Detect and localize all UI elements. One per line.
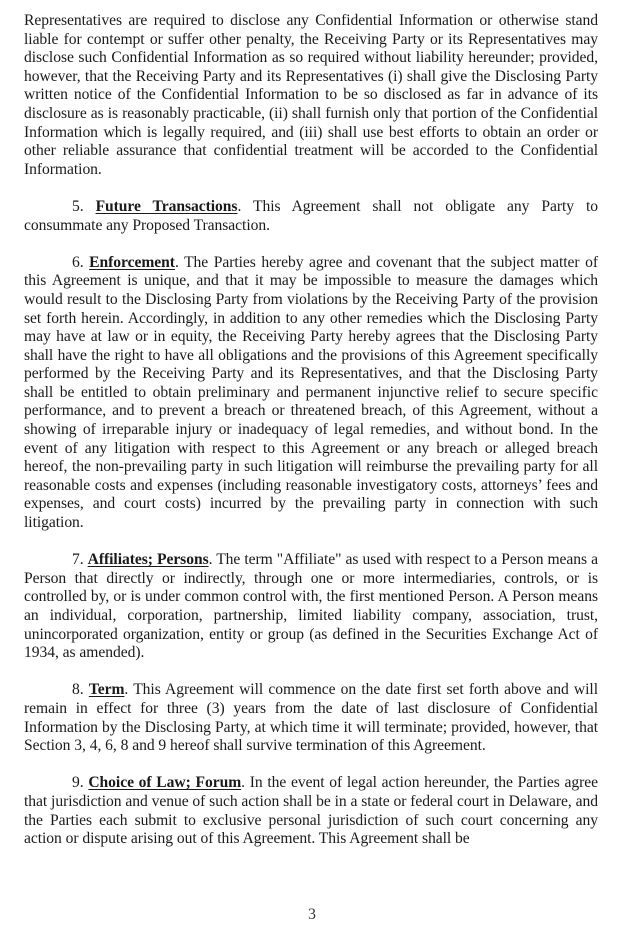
section-heading: Enforcement <box>89 253 175 271</box>
page-number: 3 <box>308 906 316 923</box>
section-body: . The Parties hereby agree and covenant that the subject matter of this Agreement is unique, and that it may be impossible to measure the damages which would result to the Disclosing Party from violations by the Receiving Party of the provision set forth herein. Accordingly, in addition to any other remedies which the Disclosing Party may have at law or in equity, the Receiving Party hereby agrees that the Disclosing Party shall have the right to have all obligations and the provisions of this Agreement specifically performed by the Receiving Party and its Representatives, and that the Disclosing Party shall be entitled to obtain preliminary and permanent injunctive relief to secure specific performance, and to prevent a breach or threatened breach, of this Agreement, without a showing of irreparable injury or inadequacy of legal remedies, and without bond. In the event of any litigation with respect to this Agreement or any breach or alleged breach hereof, the non-prevailing party in such litigation will reimburse the prevailing party for all reasonable costs and expenses (including reasonable investigatory costs, attorneys’ fees and expenses, and court costs) incurred by the prevailing party in connection with such litigation. <box>24 253 598 532</box>
section-9-choice-of-law-forum <box>24 774 598 848</box>
section-7-affiliates-persons <box>24 551 598 663</box>
document-page <box>24 12 598 867</box>
section-number: 5. <box>72 197 84 215</box>
section-number: 7. <box>72 551 84 569</box>
section-heading: Term <box>88 681 125 699</box>
section-5-future-transactions <box>24 198 598 235</box>
section-8-term <box>24 681 598 755</box>
section-body: . The term "Affiliate" as used with respect to a Person means a Person that directly or indirectly, through one or more intermediaries, controls, or is controlled by, or is under common control with, the first mentioned Person. A Person means an individual, corporation, partnership, limited liability company, association, trust, unincorporated organization, entity or group (as defined in the Securities Exchange Act of 1934, as amended). <box>24 551 598 662</box>
section-heading: Affiliates; Persons <box>87 551 209 569</box>
section-number: 9. <box>72 774 84 792</box>
section-body: . This Agreement will commence on the date first set forth above and will remain in effect for three (3) years from the date of last disclosure of Confidential Information by the Disclosing Party, at which time it will terminate; provided, however, that Section 3, 4, 6, 8 and 9 hereof shall survive termination of this Agreement. <box>24 681 598 755</box>
section-body: . In the event of legal action hereunder, the Parties agree that jurisdiction and venue of such action shall be in a state or federal court in Delaware, and the Parties each submit to exclusive personal jurisdiction of such court concerning any action or dispute arising out of this Agreement. This Agreement shall be <box>24 774 598 848</box>
section-number: 8. <box>72 681 84 699</box>
section-number: 6. <box>72 253 84 271</box>
section-heading: Future Transactions <box>95 197 238 215</box>
section-body: . This Agreement shall not obligate any Party to consummate any Proposed Transaction. <box>24 197 598 234</box>
continuation-paragraph: Representatives are required to disclose any Confidential Information or otherwise stand liable for contempt or suffer other penalty, the Receiving Party or its Representatives may disclose such Confidential Information as so required without liability hereunder; provided, however, that the Receiving Party and its Representatives (i) shall give the Disclosing Party written notice of the Confidential Information to be so disclosed as far in advance of its disclosure as is reasonably practicable, (ii) shall furnish only that portion of the Confidential Information which is legally required, and (iii) shall use best efforts to obtain an order or other reliable assurance that confidential treatment will be accorded to the Confidential Information. <box>24 12 598 178</box>
section-heading: Choice of Law; Forum <box>88 774 242 792</box>
section-6-enforcement <box>24 254 598 533</box>
